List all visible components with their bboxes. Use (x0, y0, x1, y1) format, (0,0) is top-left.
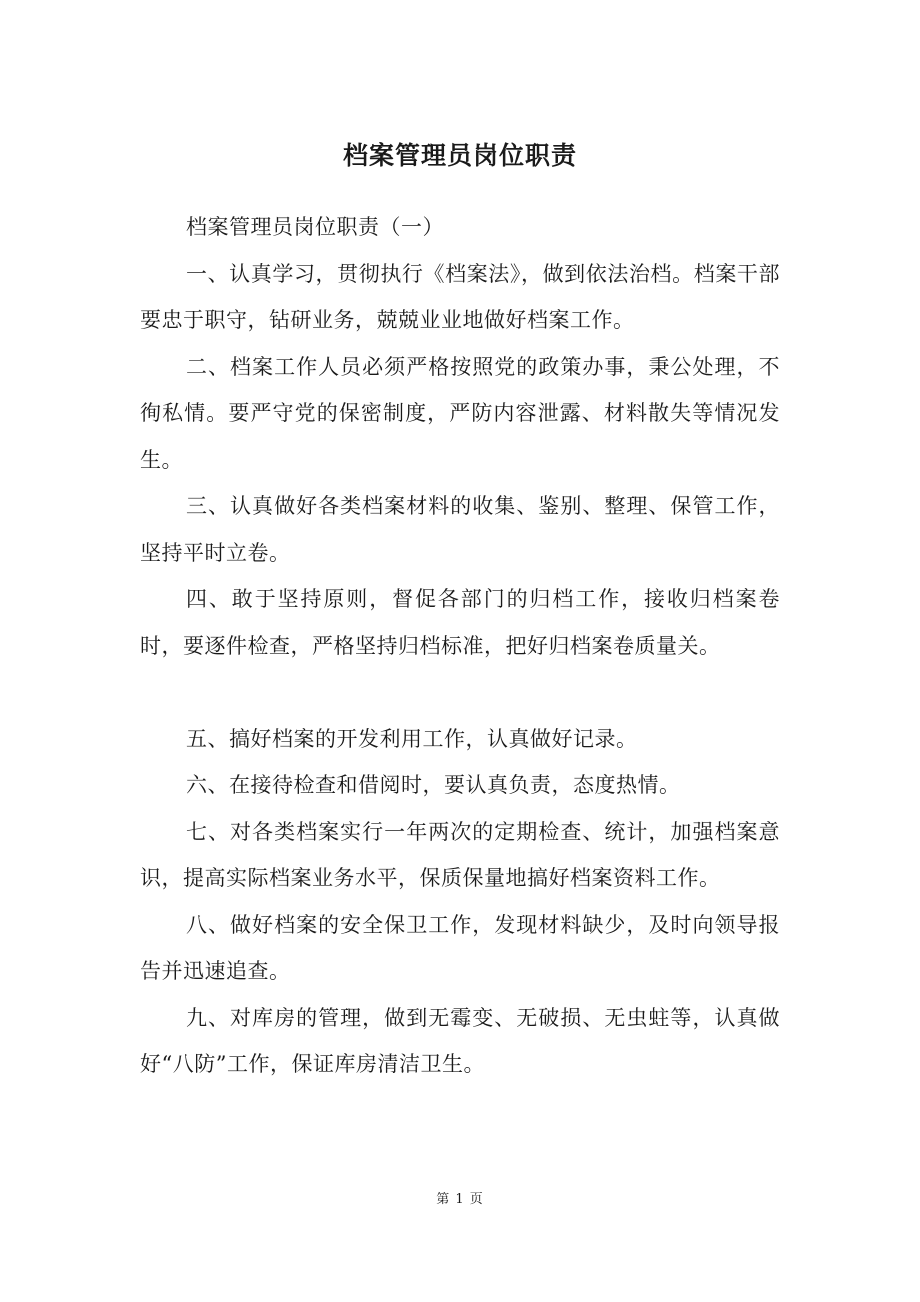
blank-line (140, 669, 780, 716)
section-heading: 档案管理员岗位职责（一） (186, 215, 444, 239)
duty-paragraph-7: 七、对各类档案实行一年两次的定期检查、统计，加强档案意识，提高实际档案业务水平，保质保量地搞好档案资料工作。 (140, 819, 780, 890)
duty-paragraph-6: 六、在接待检查和借阅时，要认真负责，态度热情。 (186, 773, 681, 797)
duty-paragraph-9: 九、对库房的管理，做到无霉变、无破损、无虫蛀等，认真做好“八防”工作，保证库房清洁卫生。 (140, 1005, 780, 1076)
duty-paragraph-5: 五、搞好档案的开发利用工作，认真做好记录。 (186, 726, 638, 751)
page-number: 第 1 页 (436, 1192, 484, 1207)
document-body (140, 204, 780, 1088)
document-title: 档案管理员岗位职责 (342, 141, 577, 170)
duty-paragraph-1: 一、认真学习，贯彻执行《档案法》，做到依法治档。档案干部要忠于职守，钻研业务，兢兢业业地做好档案工作。 (140, 261, 780, 332)
duty-paragraph-4: 四、敢于坚持原则，督促各部门的归档工作，接收归档案卷时，要逐件检查，严格坚持归档标准，把好归档案卷质量关。 (140, 587, 780, 658)
duty-paragraph-3: 三、认真做好各类档案材料的收集、鉴别、整理、保管工作，坚持平时立卷。 (140, 494, 780, 565)
duty-paragraph-8: 八、做好档案的安全保卫工作，发现材料缺少，及时向领导报告并迅速追查。 (140, 912, 780, 983)
duty-paragraph-2: 二、档案工作人员必须严格按照党的政策办事，秉公处理，不徇私情。要严守党的保密制度，严防内容泄露、材料散失等情况发生。 (140, 354, 780, 472)
